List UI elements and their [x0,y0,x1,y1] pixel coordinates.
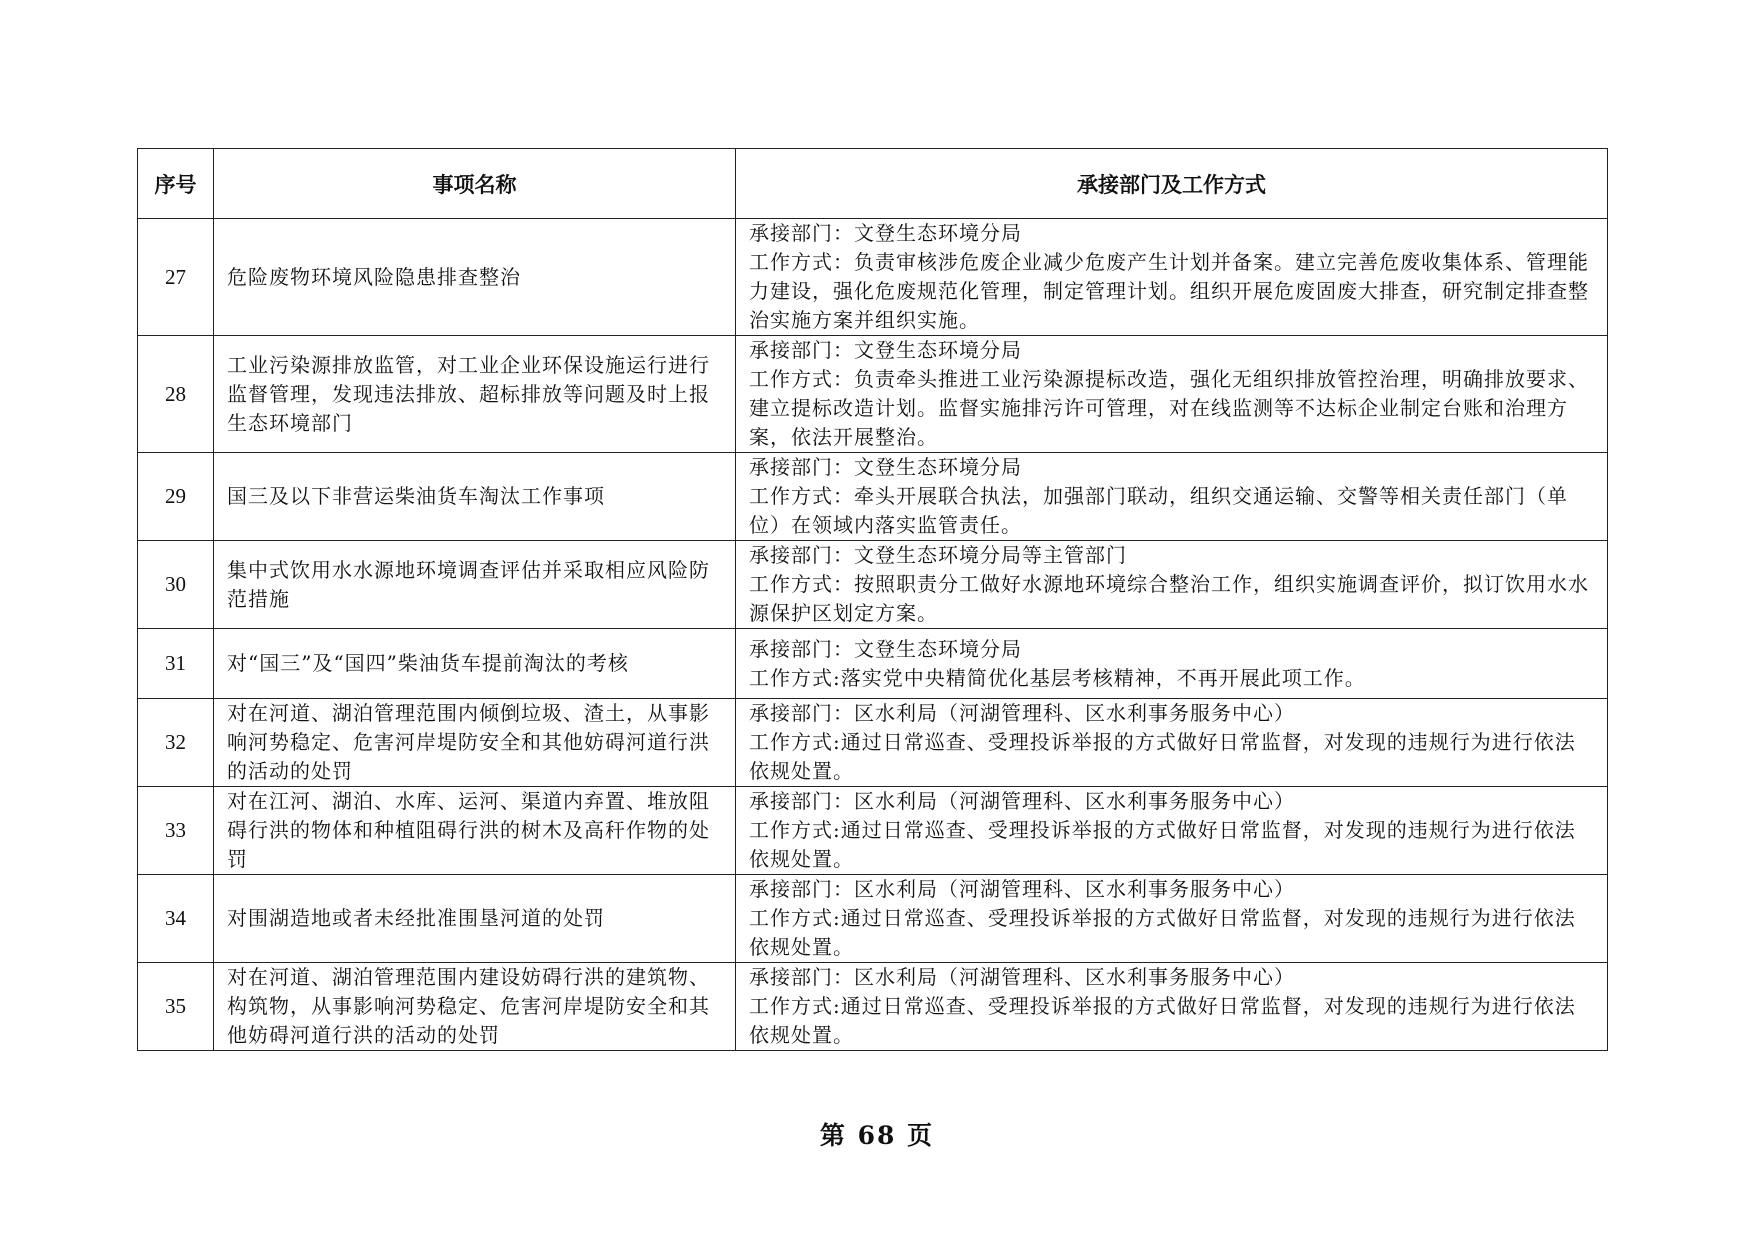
table-header-row [138,149,1608,219]
row-department: 承接部门：区水利局（河湖管理科、区水利事务服务中心） [749,789,1295,813]
row-dept-method [736,787,1608,875]
table-row [138,541,1608,629]
row-dept-method [736,629,1608,699]
row-dept-method [736,699,1608,787]
table-row [138,336,1608,453]
row-dept-method [736,336,1608,453]
row-dept-method [736,453,1608,541]
row-item-name: 对围湖造地或者未经批准围垦河道的处罚 [214,875,736,963]
row-work-method: 工作方式:通过日常巡查、受理投诉举报的方式做好日常监督，对发现的违规行为进行依法依规处置。 [749,730,1576,783]
row-item-name: 集中式饮用水水源地环境调查评估并采取相应风险防范措施 [214,541,736,629]
table-row [138,699,1608,787]
row-serial-number: 34 [138,875,214,963]
row-department: 承接部门：文登生态环境分局 [749,338,1022,362]
row-work-method: 工作方式:通过日常巡查、受理投诉举报的方式做好日常监督，对发现的违规行为进行依法依规处置。 [749,906,1576,959]
row-item-name: 对在河道、湖泊管理范围内建设妨碍行洪的建筑物、构筑物，从事影响河势稳定、危害河岸堤防安全和其他妨碍河道行洪的活动的处罚 [214,963,736,1051]
row-serial-number: 29 [138,453,214,541]
row-work-method: 工作方式：负责牵头推进工业污染源提标改造，强化无组织排放管控治理，明确排放要求、建立提标改造计划。监督实施排污许可管理，对在线监测等不达标企业制定台账和治理方案，依法开展整治。 [749,367,1589,449]
row-work-method: 工作方式：牵头开展联合执法，加强部门联动，组织交通运输、交警等相关责任部门（单位）在领域内落实监管责任。 [749,484,1568,537]
row-serial-number: 27 [138,219,214,336]
row-department: 承接部门：文登生态环境分局 [749,455,1022,479]
row-department: 承接部门：文登生态环境分局 [749,636,1022,661]
row-serial-number: 33 [138,787,214,875]
header-item-name: 事项名称 [214,149,736,219]
table-row [138,453,1608,541]
row-department: 承接部门：文登生态环境分局 [749,221,1022,245]
row-item-name: 工业污染源排放监管，对工业企业环保设施运行进行监督管理，发现违法排放、超标排放等问题及时上报生态环境部门 [214,336,736,453]
row-serial-number: 30 [138,541,214,629]
table-row [138,875,1608,963]
row-serial-number: 32 [138,699,214,787]
row-dept-method [736,963,1608,1051]
row-work-method: 工作方式:通过日常巡查、受理投诉举报的方式做好日常监督，对发现的违规行为进行依法依规处置。 [749,994,1576,1047]
row-work-method: 工作方式：负责审核涉危废企业减少危废产生计划并备案。建立完善危废收集体系、管理能力建设，强化危废规范化管理，制定管理计划。组织开展危废固废大排查，研究制定排查整治实施方案并组织实施。 [749,250,1589,332]
table-row [138,629,1608,699]
row-dept-method [736,541,1608,629]
row-department: 承接部门：文登生态环境分局等主管部门 [749,543,1127,567]
table-row [138,963,1608,1051]
row-work-method: 工作方式:落实党中央精简优化基层考核精神，不再开展此项工作。 [749,665,1366,690]
table-row [138,787,1608,875]
row-dept-method [736,219,1608,336]
items-table [137,148,1608,1051]
row-serial-number: 28 [138,336,214,453]
row-item-name: 国三及以下非营运柴油货车淘汰工作事项 [214,453,736,541]
row-item-name: 对在江河、湖泊、水库、运河、渠道内弃置、堆放阻碍行洪的物体和种植阻碍行洪的树木及高秆作物的处罚 [214,787,736,875]
row-department: 承接部门：区水利局（河湖管理科、区水利事务服务中心） [749,701,1295,725]
row-department: 承接部门：区水利局（河湖管理科、区水利事务服务中心） [749,965,1295,989]
table-row [138,219,1608,336]
row-dept-method [736,875,1608,963]
row-serial-number: 31 [138,629,214,699]
row-department: 承接部门：区水利局（河湖管理科、区水利事务服务中心） [749,877,1295,901]
page-number: 第 68 页 [819,1121,935,1150]
row-work-method: 工作方式：按照职责分工做好水源地环境综合整治工作，组织实施调查评价，拟订饮用水水源保护区划定方案。 [749,572,1589,625]
row-work-method: 工作方式:通过日常巡查、受理投诉举报的方式做好日常监督，对发现的违规行为进行依法依规处置。 [749,818,1576,871]
row-serial-number: 35 [138,963,214,1051]
header-dept-and-method: 承接部门及工作方式 [736,149,1608,219]
row-item-name: 对在河道、湖泊管理范围内倾倒垃圾、渣土，从事影响河势稳定、危害河岸堤防安全和其他妨碍河道行洪的活动的处罚 [214,699,736,787]
row-item-name: 危险废物环境风险隐患排查整治 [214,219,736,336]
row-item-name: 对“国三”及“国四”柴油货车提前淘汰的考核 [214,629,736,699]
header-serial-number: 序号 [138,149,214,219]
